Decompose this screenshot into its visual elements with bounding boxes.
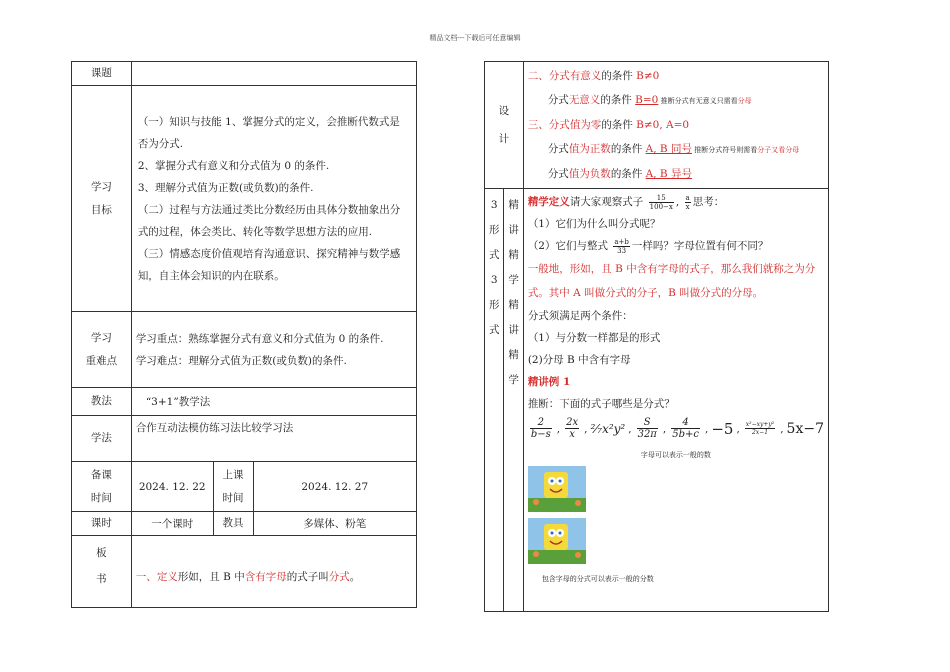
caption-2: 包含字母的分式可以表示一般的分数 xyxy=(541,575,654,583)
prep-value: 2024. 12. 22 xyxy=(131,462,213,512)
definition-text: 一般地，形如，且 B 中含有字母的式子，那么我们就称之为分式。其中 A 叫做分式的分子，B 叫做分式的分母。 xyxy=(527,263,816,299)
study-label: 学法 xyxy=(72,416,132,462)
class-time-value: 2024. 12. 27 xyxy=(253,462,417,512)
focus-label: 学习 重难点 xyxy=(72,312,132,388)
design-label: 设 计 xyxy=(485,62,524,189)
hours-value: 一个课时 xyxy=(131,512,213,536)
page-header: 精品文档---下载后可任意编辑 xyxy=(429,34,521,42)
class-time-label: 上课 时间 xyxy=(213,462,253,512)
fraction-1: $\frac{15}{100-x}$ xyxy=(649,193,673,211)
goals-label: 学习 目标 xyxy=(72,86,132,312)
definition-title: 精学定义 xyxy=(527,196,570,208)
form-column: 3 形 式 3 形 式 xyxy=(485,189,504,612)
focus-content: 学习重点：熟练掌握分式有意义和分式值为 0 的条件. 学习难点：理解分式值为正数(或负数)的条件. xyxy=(131,312,416,388)
fraction-3: $\frac{a+b}{33}$ xyxy=(614,237,629,255)
method-column: 精 讲 精 学 精 讲 精 学 xyxy=(504,189,523,612)
method-label: 教法 xyxy=(72,388,132,416)
example-title: 精讲例 1 xyxy=(527,376,571,388)
board-content: 一、定义形如，且 B 中含有字母的式子叫分式。 xyxy=(131,536,416,608)
example-expressions: $\frac{2}{b-s}$ , $\frac{2x}{x}$ , ²⁄₇x²y² , $\frac{S}{32\pi}$ , $\frac{4}{5b+c}$ , −5 , $\frac{\text{x²−xy+y²}}{2x-1}$ , 5x−7 xyxy=(530,417,824,440)
design-content: 二、分式有意义的条件 B≠0 分式无意义的条件 B=0 推断分式有无意义只需看分母 三、分式值为零的条件 B≠0, A=0 分式值为正数的条件 A, B 同号 推断分式符号则需看分子又看分母 分式值为负数的条件 A, B 异号 xyxy=(523,62,828,189)
fraction-2: $\frac{a}{x}$ xyxy=(685,193,690,211)
tools-value: 多媒体、粉笔 xyxy=(253,512,417,536)
method-value: “3+1”教学法 xyxy=(131,388,416,416)
hours-label: 课时 xyxy=(72,512,132,536)
lesson-process-table xyxy=(484,61,829,612)
goals-content: （一）知识与技能 1、掌握分式的定义，会推断代数式是否为分式. 2、掌握分式有意义和分式值为 0 的条件. 3、理解分式值为正数(或负数)的条件. （二）过程与方法通过类比分数经历由具体分数抽象出分式的过程，体会类比、转化等数学思想方法的应用. （三）情感态度价值观培育沟通意识、探究精神与数学感知，自主体会知识的内在联系。 xyxy=(131,86,416,312)
study-value: 合作互动法模仿练习法比较学习法 xyxy=(131,416,416,462)
board-label: 板 书 xyxy=(72,536,132,608)
lesson-info-table xyxy=(71,61,417,608)
spongebob-image-1 xyxy=(528,466,586,512)
topic-value xyxy=(131,62,416,86)
prep-label: 备课 时间 xyxy=(72,462,132,512)
topic-label: 课题 xyxy=(72,62,132,86)
caption-1: 字母可以表示一般的数 xyxy=(640,451,711,459)
tools-label: 教具 xyxy=(213,512,253,536)
spongebob-image-2 xyxy=(528,518,586,564)
teaching-content: 精学定义请大家观察式子 $\frac{15}{100-x}$ , $\frac{a}{x}$ 思考： （1）它们为什么叫分式呢？ （2）它们与整式 $\frac{a+b}{33}$ 一样吗？字母位置有何不同？ 一般地，形如，且 B 中含有字母的式子，那么我们就称之为分式。其中 A 叫做分式的分子，B 叫做分式的分母。 分式须满足两个条件： （1）与分数一样都是的形式 (2)分母 B 中含有字母 精讲例 1 推断：下面的式子哪些是分式？ $\frac{2}{b-s}$ , $\frac{2x}{x}$ , ²⁄₇x²y² , $\frac{S}{32\pi}$ , $\frac{4}{5b+c}$ , −5 , $\frac{\text{x²−xy+y²}}{2x-1}$ , 5x−7 字母可以表示一般的数 包含字母的分式可以表示一般的分数 xyxy=(523,189,828,612)
